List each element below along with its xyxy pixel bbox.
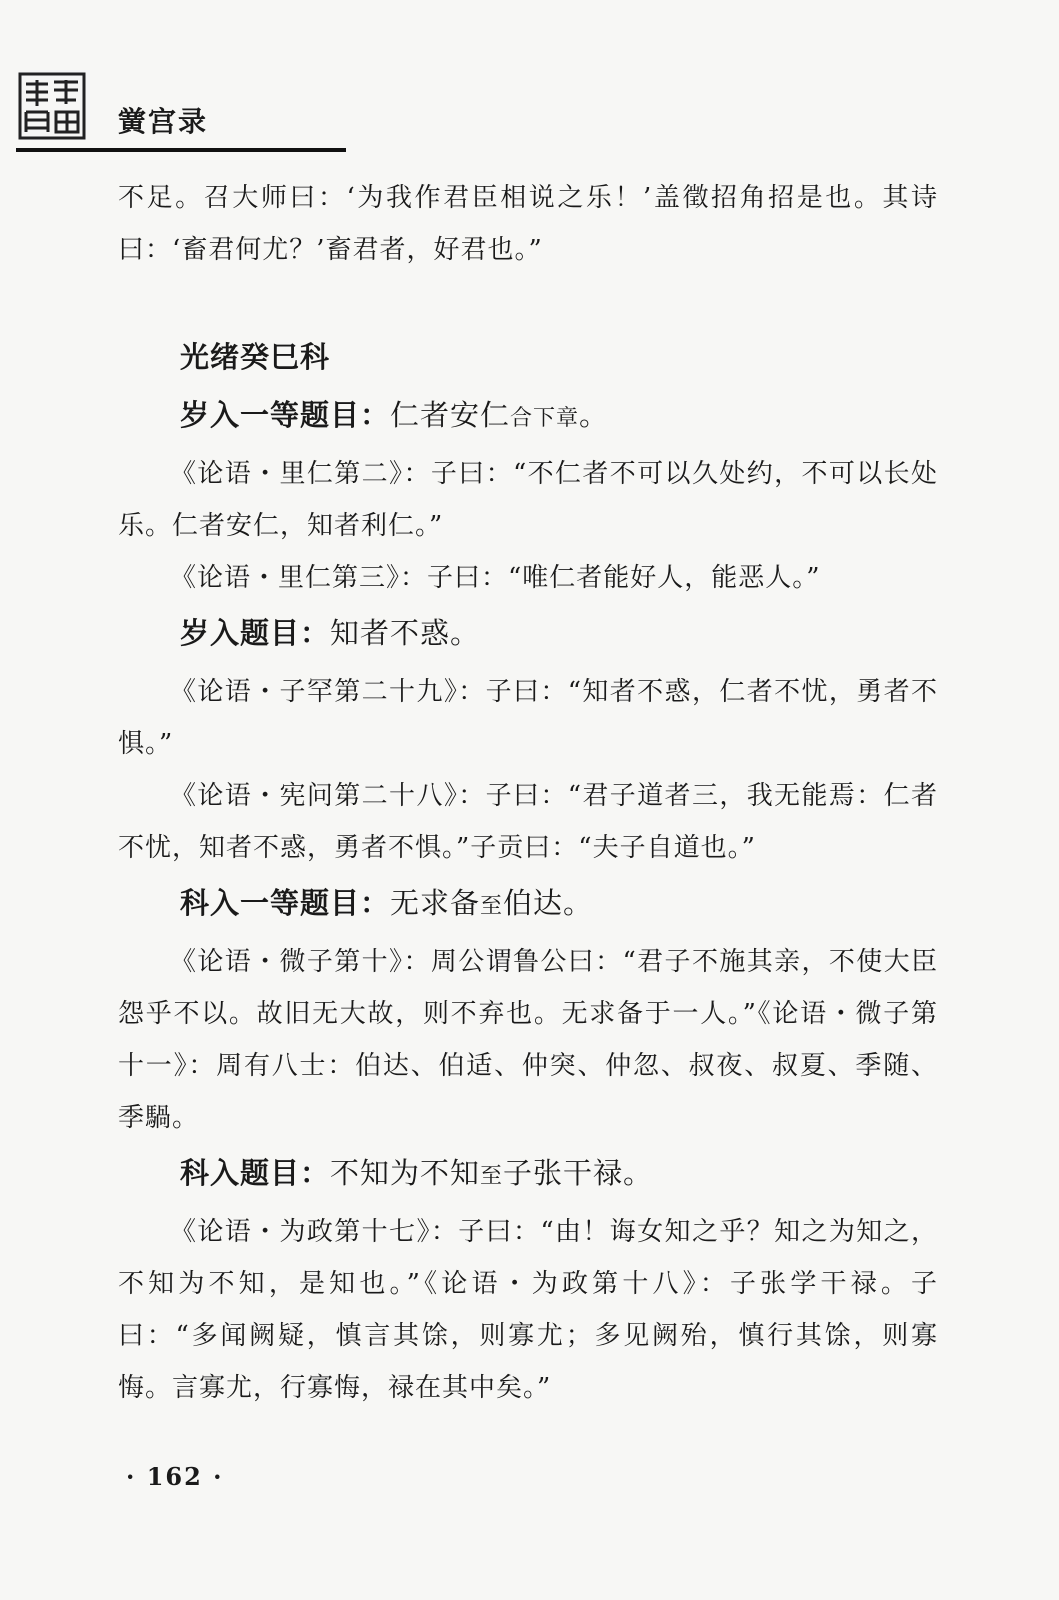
exam-topic-end: 。 (450, 616, 481, 650)
header-divider (16, 148, 346, 152)
quote-paragraph: 《论语・为政第十七》：子曰：“由！诲女知之乎？知之为知之，不知为不知，是知也。”《论语・为政第十八》：子张学干禄。子曰：“多闻阙疑，慎言其馀，则寡尤；多见阙殆，慎行其馀，则寡悔。言寡尤，行寡悔，禄在其中矣。” (118, 1217, 938, 1403)
exam-topic-line (180, 604, 938, 666)
exam-topic-note: 合下章 (510, 406, 580, 431)
exam-topic-note: 至 (480, 1164, 504, 1189)
spacer (118, 276, 938, 328)
seal-logo-icon (18, 72, 86, 140)
quote-paragraph: 《论语・里仁第二》：子曰：“不仁者不可以久处约，不可以长处乐。仁者安仁，知者利仁。” (118, 459, 938, 541)
exam-topic-title: 不知为不知 (330, 1156, 481, 1190)
exam-topic-end: 子张干禄。 (503, 1156, 654, 1190)
exam-topic-line (180, 874, 938, 936)
quote-paragraph: 《论语・里仁第三》：子曰：“唯仁者能好人，能恶人。” (170, 563, 821, 593)
exam-topic-note: 至 (480, 894, 504, 919)
quote-paragraph: 《论语・微子第十》：周公谓鲁公曰：“君子不施其亲，不使大臣怨乎不以。故旧无大故，则不弃也。无求备于一人。”《论语・微子第十一》：周有八士：伯达、伯适、仲突、仲忽、叔夜、叔夏、季随、季騧。 (118, 947, 938, 1133)
quote-paragraph: 《论语・子罕第二十九》：子曰：“知者不惑，仁者不忧，勇者不惧。” (118, 677, 938, 759)
exam-topic-end: 。 (579, 398, 610, 432)
exam-topic-title: 仁者安仁 (390, 398, 511, 432)
page-number: · 162 · (126, 1462, 224, 1491)
exam-topic-label: 科入一等题目： (180, 886, 391, 920)
book-title: 黉宫录 (118, 105, 209, 138)
exam-topic-line (180, 1144, 938, 1206)
quote-paragraph: 《论语・宪问第二十八》：子曰：“君子道者三，我无能焉：仁者不忧，知者不惑，勇者不惧。”子贡曰：“夫子自道也。” (118, 781, 938, 863)
exam-topic-label: 岁入题目： (180, 616, 331, 650)
opening-paragraph: 不足。召大师曰：‘为我作君臣相说之乐！’盖徵招角招是也。其诗曰：‘畜君何尤？’畜君者，好君也。” (118, 183, 938, 265)
exam-topic-label: 科入题目： (180, 1156, 331, 1190)
exam-topic-title: 无求备 (390, 886, 481, 920)
exam-topic-title: 知者不惑 (330, 616, 451, 650)
page-content (118, 172, 938, 1414)
exam-topic-label: 岁入一等题目： (180, 398, 391, 432)
exam-topic-end: 伯达。 (503, 886, 594, 920)
exam-topic-line (180, 386, 938, 448)
section-heading: 光绪癸巳科 (180, 340, 331, 374)
